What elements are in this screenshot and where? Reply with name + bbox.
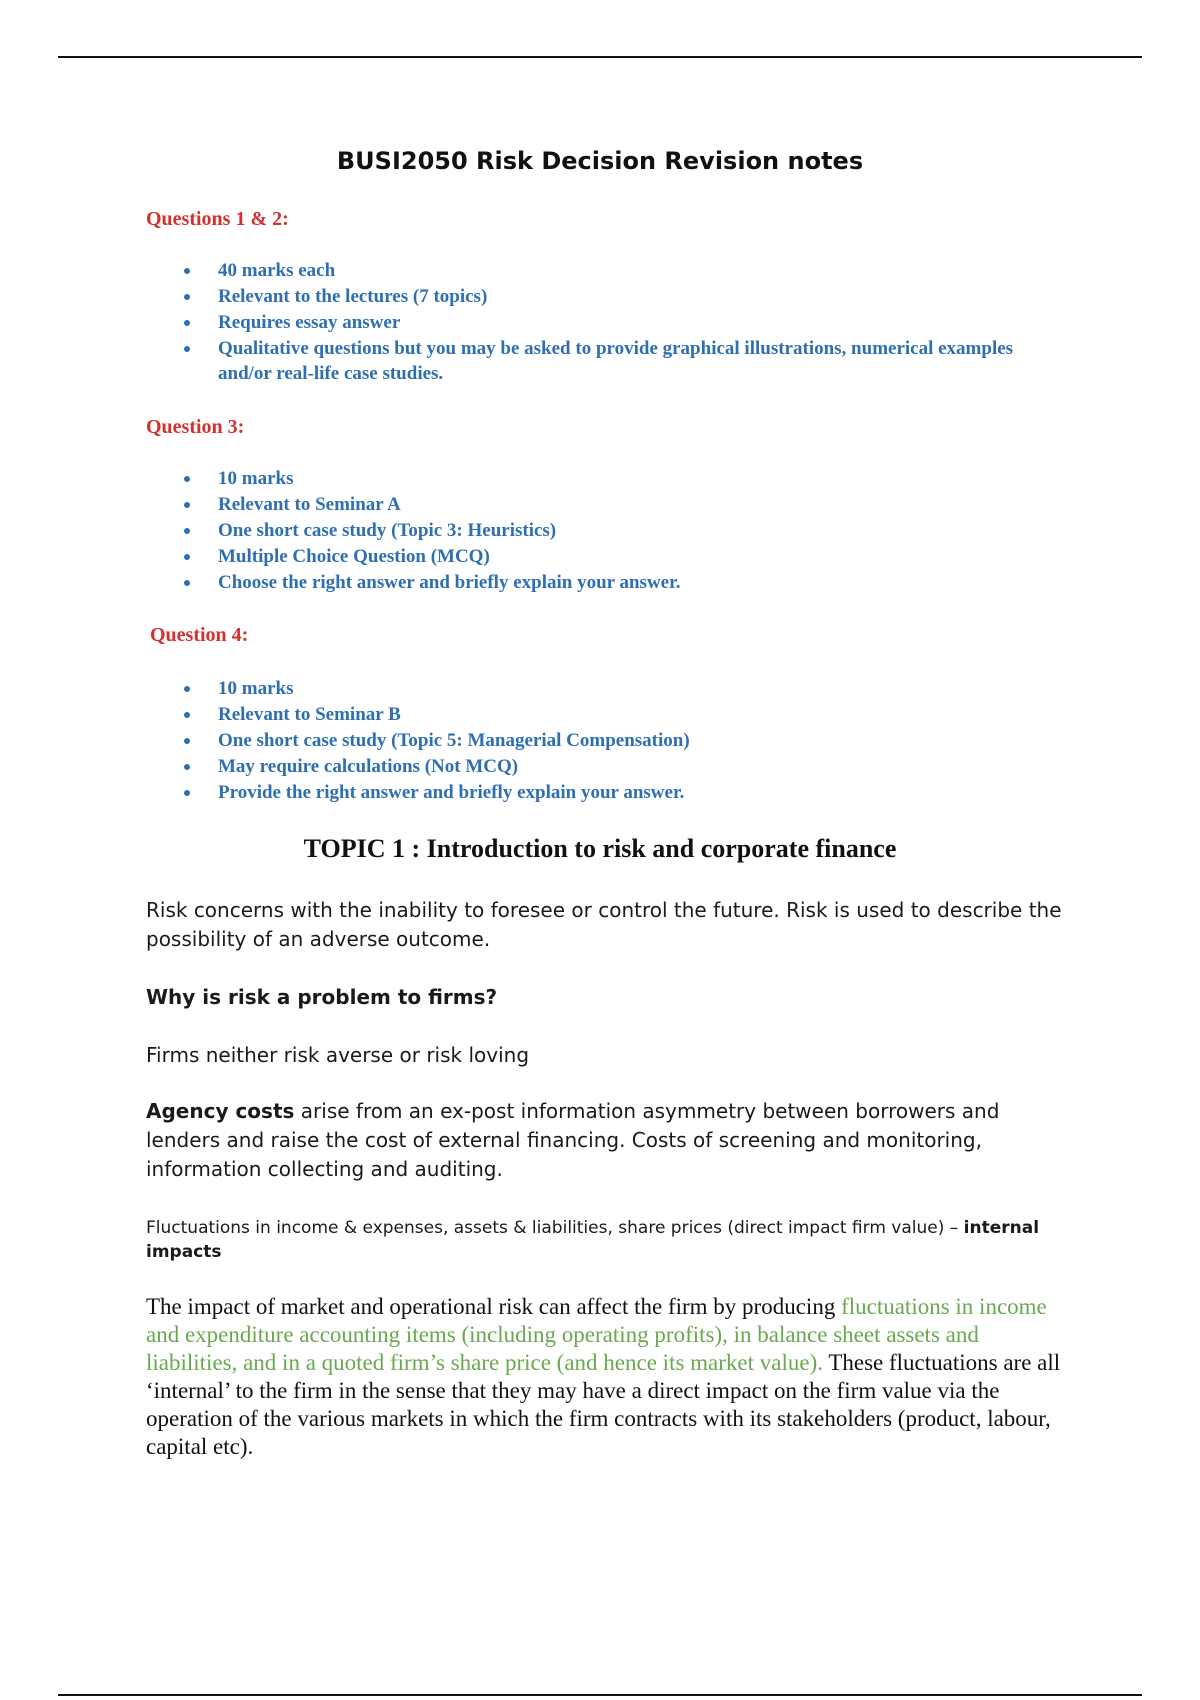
agency-costs-term: Agency costs: [146, 1099, 295, 1123]
list-item: One short case study (Topic 5: Managerial Compensation): [146, 728, 1046, 753]
questions-1-2-list: [146, 258, 1046, 387]
question-3-list: [146, 466, 1046, 596]
agency-costs-text: arise from an ex-post information asymmetry between borrowers and lenders and raise the cost of external financing. Costs of screening and monitoring, information collecting and auditing.: [146, 1099, 1000, 1181]
list-item: Provide the right answer and briefly explain your answer.: [146, 780, 1046, 805]
risk-definition-paragraph: Risk concerns with the inability to foresee or control the future. Risk is used to describe the possibility of an adverse outcome.: [146, 898, 1062, 951]
list-item: One short case study (Topic 3: Heuristics): [146, 518, 1046, 543]
question-4-heading: Question 4:: [150, 624, 249, 646]
list-item: Multiple Choice Question (MCQ): [146, 544, 1046, 569]
impact-highlight: fluctuations in income and expenditure accounting items (including operating profits), in balance sheet assets and liabilities, and in a quoted firm’s share price (and hence its market value).: [146, 1294, 1047, 1375]
top-rule: [58, 56, 1142, 58]
impact-text-start: The impact of market and operational risk can affect the firm by producing: [146, 1294, 842, 1319]
fluctuations-text: Fluctuations in income & expenses, assets & liabilities, share prices (direct impact firm value) –: [146, 1218, 964, 1238]
list-item: 10 marks: [146, 676, 1046, 701]
why-risk-heading: Why is risk a problem to firms?: [146, 985, 498, 1009]
list-item: Relevant to Seminar B: [146, 702, 1046, 727]
list-item: Qualitative questions but you may be asked to provide graphical illustrations, numerical examples and/or real-life case studies.: [146, 336, 1046, 386]
fluctuations-paragraph: [146, 1216, 1066, 1264]
internal-impacts-term: internal impacts: [146, 1218, 1040, 1262]
impact-paragraph: [146, 1293, 1066, 1461]
question-3-heading: Question 3:: [146, 416, 245, 438]
topic-1-title: TOPIC 1 : Introduction to risk and corporate finance: [303, 834, 897, 863]
list-item: Relevant to Seminar A: [146, 492, 1046, 517]
bottom-rule: [58, 1694, 1142, 1696]
firms-risk-line: Firms neither risk averse or risk loving: [146, 1043, 530, 1067]
question-4-list: [146, 676, 1046, 806]
list-item: Relevant to the lectures (7 topics): [146, 284, 1046, 309]
impact-text-end: These fluctuations are all ‘internal’ to the firm in the sense that they may have a direct impact on the firm value via the operation of the various markets in which the firm contracts with its stakeholders (product, labour, capital etc).: [146, 1350, 1061, 1459]
document-title: BUSI2050 Risk Decision Revision notes: [336, 147, 864, 175]
list-item: Requires essay answer: [146, 310, 1046, 335]
list-item: Choose the right answer and briefly explain your answer.: [146, 570, 1046, 595]
list-item: 10 marks: [146, 466, 1046, 491]
list-item: May require calculations (Not MCQ): [146, 754, 1046, 779]
agency-costs-paragraph: [146, 1097, 1066, 1184]
list-item: 40 marks each: [146, 258, 1046, 283]
questions-1-2-heading: Questions 1 & 2:: [146, 208, 289, 230]
